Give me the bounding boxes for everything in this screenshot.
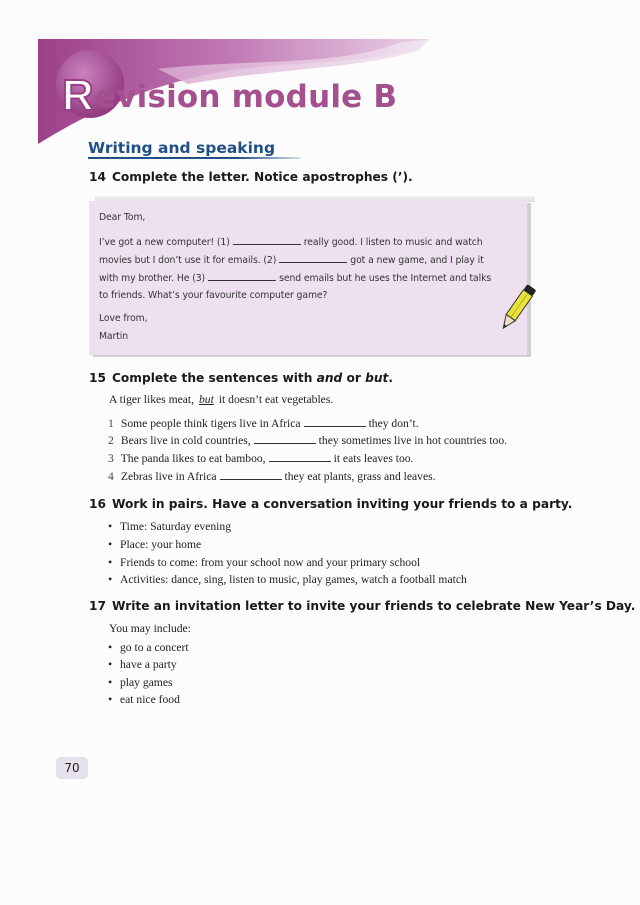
bullet-item: • Place: your home bbox=[108, 537, 201, 552]
answer-blank[interactable] bbox=[269, 452, 331, 462]
letter-text: I’ve got a new computer! (1) bbox=[99, 237, 230, 248]
answer-blank[interactable] bbox=[254, 434, 316, 444]
letter-closing: Love from, bbox=[99, 313, 148, 324]
letter-text: send emails but he uses the Internet and talks bbox=[279, 273, 492, 284]
answer-blank[interactable] bbox=[304, 417, 366, 427]
letter-text: really good. I listen to music and watch bbox=[303, 237, 483, 248]
include-intro: You may include: bbox=[109, 622, 191, 635]
item-number: 4 bbox=[108, 470, 114, 483]
bullet-item: • Time: Saturday evening bbox=[108, 519, 231, 534]
letter-signature: Martin bbox=[99, 331, 129, 342]
item-number: 3 bbox=[108, 452, 114, 465]
letter-text: movies but I don’t use it for emails. (2) bbox=[99, 255, 277, 266]
pencil-icon bbox=[498, 281, 538, 335]
sentence-text: Zebras live in Africa bbox=[120, 470, 217, 483]
sentence-text: they sometimes live in hot countries too. bbox=[318, 434, 508, 447]
sentence-text: it doesn’t eat vegetables. bbox=[218, 393, 334, 406]
sentence-text: they eat plants, grass and leaves. bbox=[284, 470, 436, 483]
bullet-item: • go to a concert bbox=[108, 640, 189, 655]
exercise-14-title bbox=[89, 170, 413, 184]
section-underline bbox=[88, 157, 300, 159]
exercise-15-title bbox=[89, 371, 393, 385]
item-number: 2 bbox=[108, 434, 114, 447]
sentence-text: it eats leaves too. bbox=[333, 452, 414, 465]
instruction-text: or bbox=[342, 371, 366, 385]
page-title bbox=[62, 68, 397, 118]
answer-blank-3[interactable] bbox=[208, 272, 276, 281]
bullet-item: • Friends to come: from your school now and your primary school bbox=[108, 555, 420, 570]
letter-line-4: to friends. What’s your favourite computer game? bbox=[99, 290, 328, 301]
letter-box bbox=[89, 201, 527, 355]
exercise-number: 16 bbox=[89, 497, 106, 511]
instruction-text: Complete the sentences with bbox=[111, 371, 317, 385]
sentence-item bbox=[108, 470, 436, 483]
answer-blank[interactable] bbox=[220, 470, 282, 480]
sentence-item bbox=[108, 417, 419, 430]
title-initial: R bbox=[62, 71, 94, 120]
letter-text: with my brother. He (3) bbox=[99, 273, 206, 284]
exercise-instruction: Work in pairs. Have a conversation inviting your friends to a party. bbox=[111, 497, 573, 511]
sentence-text: they don’t. bbox=[368, 417, 419, 430]
bullet-item: • play games bbox=[108, 675, 172, 690]
letter-line-2 bbox=[99, 254, 484, 266]
bullet-item: • eat nice food bbox=[108, 692, 180, 707]
sentence-item bbox=[108, 452, 413, 465]
letter-line-3 bbox=[99, 272, 491, 284]
example-sentence bbox=[109, 393, 333, 406]
instruction-word-and: and bbox=[316, 371, 343, 385]
item-number: 1 bbox=[108, 417, 114, 430]
exercise-instruction: Write an invitation letter to invite your friends to celebrate New Year’s Day. bbox=[111, 599, 636, 613]
letter-text: got a new game, and I play it bbox=[350, 255, 484, 266]
instruction-word-but: but bbox=[365, 371, 389, 385]
exercise-instruction: Complete the letter. Notice apostrophes (’). bbox=[111, 170, 413, 184]
exercise-number: 14 bbox=[89, 170, 106, 184]
exercise-number: 15 bbox=[89, 371, 106, 385]
letter-greeting: Dear Tom, bbox=[99, 212, 146, 223]
instruction-text: . bbox=[388, 371, 394, 385]
sentence-text: A tiger likes meat, bbox=[109, 393, 194, 406]
page-number: 70 bbox=[56, 757, 88, 779]
title-rest: evision module B bbox=[94, 79, 398, 115]
letter-line-1 bbox=[99, 236, 483, 248]
sentence-text: Bears live in cold countries, bbox=[120, 434, 251, 447]
sentence-text: The panda likes to eat bamboo, bbox=[120, 452, 266, 465]
exercise-number: 17 bbox=[89, 599, 106, 613]
example-answer: but bbox=[199, 393, 214, 406]
bullet-item: • Activities: dance, sing, listen to music, play games, watch a football match bbox=[108, 572, 467, 587]
exercise-16-title bbox=[89, 497, 572, 511]
answer-blank-2[interactable] bbox=[279, 254, 347, 263]
answer-blank-1[interactable] bbox=[233, 236, 301, 245]
sentence-item bbox=[108, 434, 507, 447]
section-heading: Writing and speaking bbox=[88, 139, 276, 157]
bullet-item: • have a party bbox=[108, 657, 177, 672]
sentence-text: Some people think tigers live in Africa bbox=[120, 417, 301, 430]
exercise-17-title bbox=[89, 599, 635, 613]
